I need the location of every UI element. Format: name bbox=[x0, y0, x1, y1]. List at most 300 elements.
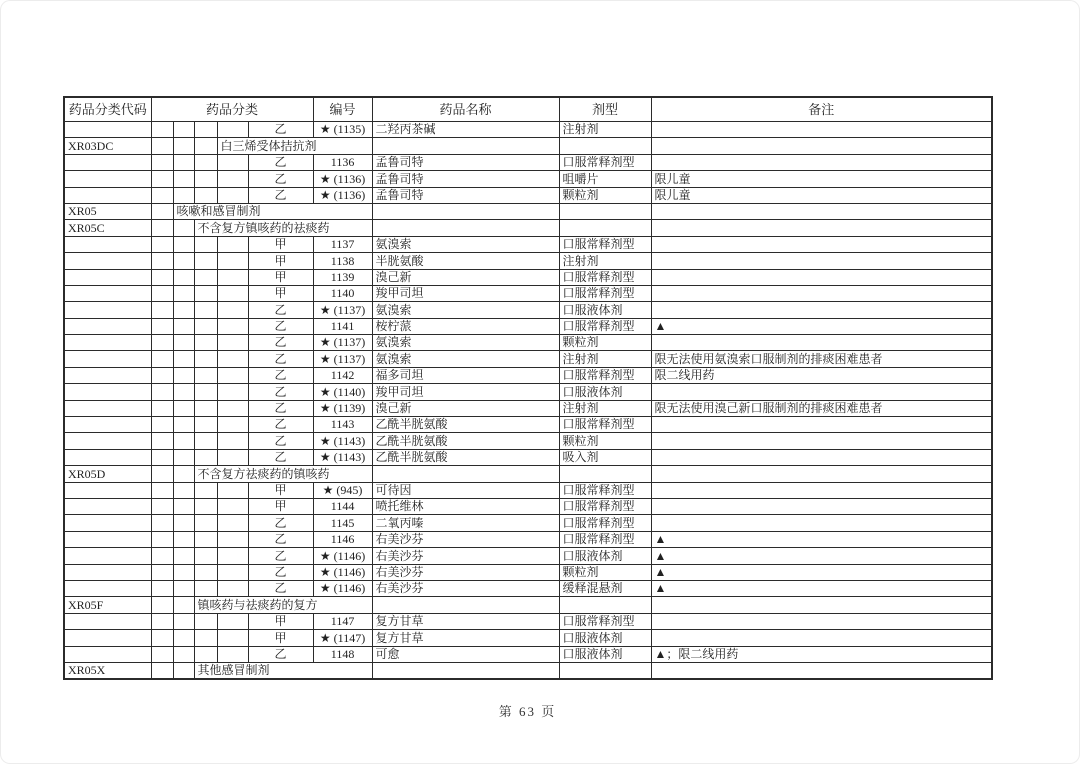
cell-grade: 乙 bbox=[248, 646, 313, 662]
cell-remark: 限二线用药 bbox=[651, 367, 992, 383]
cell-number: 1145 bbox=[313, 515, 372, 531]
cell-indent bbox=[194, 285, 217, 301]
cell-grade: 甲 bbox=[248, 498, 313, 514]
cell-form: 口服常释剂型 bbox=[559, 154, 651, 170]
cell-indent bbox=[151, 367, 173, 383]
cell-indent bbox=[173, 482, 194, 498]
cell-indent bbox=[151, 285, 173, 301]
cell-indent bbox=[151, 515, 173, 531]
cell-indent bbox=[194, 318, 217, 334]
cell-remark: ▲ bbox=[651, 580, 992, 596]
cell-grade: 乙 bbox=[248, 580, 313, 596]
cell-grade: 甲 bbox=[248, 613, 313, 629]
cell-indent bbox=[173, 613, 194, 629]
cell-indent bbox=[173, 417, 194, 433]
cell-remark bbox=[651, 384, 992, 400]
cell-indent bbox=[151, 187, 173, 203]
cell-code bbox=[64, 269, 151, 285]
cell-indent bbox=[151, 318, 173, 334]
cell-name: 乙酰半胱氨酸 bbox=[372, 433, 559, 449]
cell-indent bbox=[173, 449, 194, 465]
cell-indent bbox=[217, 302, 248, 318]
cell-name bbox=[372, 220, 559, 236]
cell-form: 口服常释剂型 bbox=[559, 285, 651, 301]
drug-row bbox=[64, 318, 992, 334]
cell-form: 缓释混悬剂 bbox=[559, 580, 651, 596]
cell-form bbox=[559, 597, 651, 613]
cell-indent bbox=[217, 646, 248, 662]
drug-row bbox=[64, 269, 992, 285]
cell-form: 颗粒剂 bbox=[559, 433, 651, 449]
cell-name: 乙酰半胱氨酸 bbox=[372, 449, 559, 465]
cell-indent bbox=[217, 630, 248, 646]
cell-indent bbox=[151, 662, 173, 679]
cell-code bbox=[64, 253, 151, 269]
cell-indent bbox=[217, 269, 248, 285]
cell-name: 溴己新 bbox=[372, 269, 559, 285]
cell-indent bbox=[194, 417, 217, 433]
cell-indent bbox=[173, 171, 194, 187]
cell-number: ★ (1139) bbox=[313, 400, 372, 416]
cell-indent bbox=[151, 236, 173, 252]
cell-name: 复方甘草 bbox=[372, 613, 559, 629]
cell-remark bbox=[651, 662, 992, 679]
cell-remark: 限儿童 bbox=[651, 171, 992, 187]
cell-code bbox=[64, 548, 151, 564]
cell-form: 注射剂 bbox=[559, 122, 651, 138]
cell-indent bbox=[194, 433, 217, 449]
cell-grade: 乙 bbox=[248, 302, 313, 318]
cell-indent bbox=[173, 318, 194, 334]
cell-indent bbox=[217, 351, 248, 367]
cell-indent bbox=[217, 187, 248, 203]
cell-indent bbox=[194, 580, 217, 596]
drug-row bbox=[64, 171, 992, 187]
cell-indent bbox=[151, 466, 173, 482]
cell-indent bbox=[217, 154, 248, 170]
cell-form: 口服液体剂 bbox=[559, 646, 651, 662]
cell-form: 颗粒剂 bbox=[559, 187, 651, 203]
cell-number: 1146 bbox=[313, 531, 372, 547]
cell-name: 桉柠蒎 bbox=[372, 318, 559, 334]
drug-row bbox=[64, 302, 992, 318]
cell-form: 口服常释剂型 bbox=[559, 269, 651, 285]
cell-indent bbox=[151, 449, 173, 465]
cell-indent bbox=[194, 613, 217, 629]
cell-remark bbox=[651, 515, 992, 531]
cell-indent bbox=[194, 515, 217, 531]
drug-table-body bbox=[64, 122, 992, 680]
category-row bbox=[64, 662, 992, 679]
cell-indent bbox=[151, 482, 173, 498]
category-row bbox=[64, 203, 992, 219]
cell-name bbox=[372, 662, 559, 679]
cell-number: 1148 bbox=[313, 646, 372, 662]
cell-indent bbox=[173, 351, 194, 367]
cell-indent bbox=[151, 171, 173, 187]
cell-remark bbox=[651, 269, 992, 285]
cell-name: 羧甲司坦 bbox=[372, 384, 559, 400]
cell-indent bbox=[173, 220, 194, 236]
cell-name: 氨溴索 bbox=[372, 302, 559, 318]
cell-indent bbox=[217, 335, 248, 351]
cell-code: XR03DC bbox=[64, 138, 151, 154]
cell-indent bbox=[173, 122, 194, 138]
cell-indent bbox=[173, 466, 194, 482]
cell-code bbox=[64, 400, 151, 416]
cell-indent bbox=[173, 515, 194, 531]
cell-number: ★ (1135) bbox=[313, 122, 372, 138]
cell-indent bbox=[217, 531, 248, 547]
cell-number: 1136 bbox=[313, 154, 372, 170]
cell-remark bbox=[651, 482, 992, 498]
cell-code bbox=[64, 449, 151, 465]
cell-name bbox=[372, 138, 559, 154]
cell-remark bbox=[651, 285, 992, 301]
cell-name: 二氧丙嗪 bbox=[372, 515, 559, 531]
cell-number: 1140 bbox=[313, 285, 372, 301]
cell-category: 咳嗽和感冒制剂 bbox=[173, 203, 372, 219]
cell-remark bbox=[651, 433, 992, 449]
cell-indent bbox=[173, 630, 194, 646]
header-category: 药品分类 bbox=[151, 97, 313, 122]
cell-indent bbox=[151, 548, 173, 564]
cell-grade: 乙 bbox=[248, 417, 313, 433]
cell-code bbox=[64, 367, 151, 383]
cell-indent bbox=[151, 269, 173, 285]
cell-form: 注射剂 bbox=[559, 253, 651, 269]
cell-indent bbox=[217, 498, 248, 514]
cell-indent bbox=[151, 630, 173, 646]
category-row bbox=[64, 466, 992, 482]
cell-indent bbox=[217, 367, 248, 383]
cell-indent bbox=[194, 335, 217, 351]
cell-indent bbox=[173, 564, 194, 580]
drug-row bbox=[64, 417, 992, 433]
drug-row bbox=[64, 236, 992, 252]
cell-grade: 乙 bbox=[248, 449, 313, 465]
page-number: 第 63 页 bbox=[498, 704, 557, 719]
cell-indent bbox=[151, 400, 173, 416]
cell-indent bbox=[194, 548, 217, 564]
cell-form: 注射剂 bbox=[559, 400, 651, 416]
cell-code bbox=[64, 318, 151, 334]
cell-indent bbox=[194, 449, 217, 465]
cell-number: 1142 bbox=[313, 367, 372, 383]
cell-category: 白三烯受体拮抗剂 bbox=[217, 138, 372, 154]
cell-number: 1144 bbox=[313, 498, 372, 514]
cell-grade: 甲 bbox=[248, 269, 313, 285]
cell-code bbox=[64, 531, 151, 547]
cell-grade: 甲 bbox=[248, 253, 313, 269]
cell-indent bbox=[173, 285, 194, 301]
cell-number: ★ (1143) bbox=[313, 433, 372, 449]
header-code: 药品分类代码 bbox=[64, 97, 151, 122]
cell-form: 口服常释剂型 bbox=[559, 482, 651, 498]
cell-remark: ▲ bbox=[651, 531, 992, 547]
cell-remark bbox=[651, 449, 992, 465]
cell-indent bbox=[173, 597, 194, 613]
cell-form: 口服常释剂型 bbox=[559, 318, 651, 334]
cell-indent bbox=[217, 564, 248, 580]
cell-indent bbox=[151, 220, 173, 236]
cell-name: 右美沙芬 bbox=[372, 548, 559, 564]
cell-code: XR05D bbox=[64, 466, 151, 482]
drug-row bbox=[64, 482, 992, 498]
cell-indent bbox=[173, 531, 194, 547]
cell-name: 可待因 bbox=[372, 482, 559, 498]
cell-indent bbox=[194, 351, 217, 367]
drug-row bbox=[64, 367, 992, 383]
drug-row bbox=[64, 335, 992, 351]
cell-name: 羧甲司坦 bbox=[372, 285, 559, 301]
drug-row bbox=[64, 515, 992, 531]
cell-code bbox=[64, 498, 151, 514]
cell-indent bbox=[173, 236, 194, 252]
cell-indent bbox=[151, 417, 173, 433]
drug-row bbox=[64, 498, 992, 514]
header-number: 编号 bbox=[313, 97, 372, 122]
cell-remark bbox=[651, 498, 992, 514]
drug-row bbox=[64, 285, 992, 301]
cell-name: 孟鲁司特 bbox=[372, 171, 559, 187]
cell-remark bbox=[651, 630, 992, 646]
drug-row bbox=[64, 253, 992, 269]
drug-row bbox=[64, 187, 992, 203]
drug-row bbox=[64, 433, 992, 449]
cell-remark bbox=[651, 613, 992, 629]
cell-grade: 乙 bbox=[248, 122, 313, 138]
cell-indent bbox=[217, 515, 248, 531]
cell-category: 镇咳药与祛痰药的复方 bbox=[194, 597, 372, 613]
header-form: 剂型 bbox=[559, 97, 651, 122]
cell-indent bbox=[151, 384, 173, 400]
header-name: 药品名称 bbox=[372, 97, 559, 122]
cell-indent bbox=[151, 433, 173, 449]
cell-indent bbox=[217, 433, 248, 449]
cell-name: 右美沙芬 bbox=[372, 531, 559, 547]
drug-row bbox=[64, 384, 992, 400]
drug-row bbox=[64, 613, 992, 629]
cell-code bbox=[64, 171, 151, 187]
cell-code bbox=[64, 630, 151, 646]
cell-category: 不含复方祛痰药的镇咳药 bbox=[194, 466, 372, 482]
cell-form: 颗粒剂 bbox=[559, 564, 651, 580]
cell-grade: 乙 bbox=[248, 171, 313, 187]
cell-grade: 乙 bbox=[248, 187, 313, 203]
cell-grade: 甲 bbox=[248, 236, 313, 252]
cell-indent bbox=[151, 122, 173, 138]
cell-number: ★ (1146) bbox=[313, 580, 372, 596]
cell-indent bbox=[217, 384, 248, 400]
cell-form: 颗粒剂 bbox=[559, 335, 651, 351]
cell-grade: 甲 bbox=[248, 630, 313, 646]
cell-name: 氨溴索 bbox=[372, 236, 559, 252]
cell-remark bbox=[651, 417, 992, 433]
category-row bbox=[64, 138, 992, 154]
cell-form: 口服常释剂型 bbox=[559, 498, 651, 514]
cell-indent bbox=[151, 351, 173, 367]
cell-indent bbox=[194, 154, 217, 170]
cell-indent bbox=[194, 646, 217, 662]
cell-remark bbox=[651, 302, 992, 318]
cell-indent bbox=[217, 482, 248, 498]
cell-grade: 乙 bbox=[248, 433, 313, 449]
cell-grade: 乙 bbox=[248, 367, 313, 383]
cell-indent bbox=[194, 564, 217, 580]
cell-name: 氨溴索 bbox=[372, 351, 559, 367]
cell-remark: ▲ bbox=[651, 318, 992, 334]
cell-indent bbox=[151, 564, 173, 580]
cell-indent bbox=[173, 662, 194, 679]
cell-form: 口服常释剂型 bbox=[559, 367, 651, 383]
cell-indent bbox=[151, 613, 173, 629]
cell-remark bbox=[651, 253, 992, 269]
cell-grade: 甲 bbox=[248, 482, 313, 498]
cell-category: 其他感冒制剂 bbox=[194, 662, 372, 679]
cell-number: 1143 bbox=[313, 417, 372, 433]
cell-indent bbox=[217, 318, 248, 334]
cell-form: 口服常释剂型 bbox=[559, 531, 651, 547]
cell-indent bbox=[151, 580, 173, 596]
header-remark: 备注 bbox=[651, 97, 992, 122]
cell-remark bbox=[651, 122, 992, 138]
cell-code bbox=[64, 154, 151, 170]
cell-indent bbox=[194, 367, 217, 383]
drug-row bbox=[64, 630, 992, 646]
cell-code bbox=[64, 351, 151, 367]
cell-indent bbox=[151, 335, 173, 351]
cell-indent bbox=[173, 367, 194, 383]
cell-form: 口服常释剂型 bbox=[559, 236, 651, 252]
cell-indent bbox=[217, 400, 248, 416]
cell-number: ★ (1136) bbox=[313, 171, 372, 187]
cell-grade: 乙 bbox=[248, 564, 313, 580]
cell-code: XR05 bbox=[64, 203, 151, 219]
table-header-row bbox=[64, 97, 992, 122]
cell-indent bbox=[217, 285, 248, 301]
cell-grade: 乙 bbox=[248, 318, 313, 334]
cell-remark bbox=[651, 220, 992, 236]
cell-grade: 乙 bbox=[248, 400, 313, 416]
cell-code bbox=[64, 122, 151, 138]
cell-indent bbox=[194, 531, 217, 547]
cell-remark bbox=[651, 138, 992, 154]
cell-code bbox=[64, 613, 151, 629]
cell-code: XR05X bbox=[64, 662, 151, 679]
cell-indent bbox=[217, 417, 248, 433]
cell-code: XR05F bbox=[64, 597, 151, 613]
cell-indent bbox=[151, 597, 173, 613]
drug-row bbox=[64, 351, 992, 367]
drug-row bbox=[64, 564, 992, 580]
cell-code bbox=[64, 580, 151, 596]
cell-indent bbox=[194, 630, 217, 646]
cell-indent bbox=[173, 187, 194, 203]
cell-remark bbox=[651, 597, 992, 613]
cell-number: 1138 bbox=[313, 253, 372, 269]
cell-form: 吸入剂 bbox=[559, 449, 651, 465]
cell-indent bbox=[151, 531, 173, 547]
cell-name bbox=[372, 466, 559, 482]
cell-indent bbox=[217, 171, 248, 187]
cell-number: ★ (1147) bbox=[313, 630, 372, 646]
cell-indent bbox=[173, 154, 194, 170]
cell-indent bbox=[173, 253, 194, 269]
cell-remark: 限无法使用溴己新口服制剂的排痰困难患者 bbox=[651, 400, 992, 416]
cell-name: 复方甘草 bbox=[372, 630, 559, 646]
cell-name: 氨溴索 bbox=[372, 335, 559, 351]
cell-indent bbox=[173, 548, 194, 564]
cell-number: ★ (945) bbox=[313, 482, 372, 498]
cell-form: 咀嚼片 bbox=[559, 171, 651, 187]
cell-code bbox=[64, 384, 151, 400]
category-row bbox=[64, 597, 992, 613]
cell-indent bbox=[217, 613, 248, 629]
cell-indent bbox=[194, 187, 217, 203]
cell-indent bbox=[173, 138, 194, 154]
cell-code bbox=[64, 646, 151, 662]
cell-category: 不含复方镇咳药的祛痰药 bbox=[194, 220, 372, 236]
cell-grade: 乙 bbox=[248, 515, 313, 531]
cell-indent bbox=[173, 335, 194, 351]
drug-row bbox=[64, 122, 992, 138]
cell-indent bbox=[194, 269, 217, 285]
cell-indent bbox=[194, 236, 217, 252]
cell-name: 喷托维林 bbox=[372, 498, 559, 514]
cell-code bbox=[64, 236, 151, 252]
cell-code bbox=[64, 564, 151, 580]
cell-code bbox=[64, 285, 151, 301]
cell-name: 福多司坦 bbox=[372, 367, 559, 383]
cell-indent bbox=[217, 122, 248, 138]
cell-remark bbox=[651, 466, 992, 482]
cell-remark bbox=[651, 236, 992, 252]
cell-indent bbox=[194, 400, 217, 416]
drug-row bbox=[64, 548, 992, 564]
cell-grade: 甲 bbox=[248, 285, 313, 301]
cell-indent bbox=[194, 302, 217, 318]
cell-indent bbox=[151, 302, 173, 318]
cell-remark bbox=[651, 154, 992, 170]
cell-indent bbox=[217, 253, 248, 269]
cell-name bbox=[372, 203, 559, 219]
cell-form: 口服液体剂 bbox=[559, 384, 651, 400]
cell-indent bbox=[151, 646, 173, 662]
drug-row bbox=[64, 531, 992, 547]
cell-number: ★ (1146) bbox=[313, 548, 372, 564]
cell-indent bbox=[151, 203, 173, 219]
cell-remark bbox=[651, 203, 992, 219]
cell-name: 右美沙芬 bbox=[372, 564, 559, 580]
drug-row bbox=[64, 580, 992, 596]
cell-form bbox=[559, 203, 651, 219]
cell-indent bbox=[194, 498, 217, 514]
cell-form: 口服液体剂 bbox=[559, 630, 651, 646]
cell-code bbox=[64, 433, 151, 449]
cell-number: 1139 bbox=[313, 269, 372, 285]
cell-name: 溴己新 bbox=[372, 400, 559, 416]
cell-name: 孟鲁司特 bbox=[372, 187, 559, 203]
cell-indent bbox=[217, 548, 248, 564]
cell-remark: ▲ bbox=[651, 564, 992, 580]
cell-grade: 乙 bbox=[248, 154, 313, 170]
cell-name: 孟鲁司特 bbox=[372, 154, 559, 170]
cell-code bbox=[64, 482, 151, 498]
cell-indent bbox=[194, 253, 217, 269]
cell-number: ★ (1137) bbox=[313, 302, 372, 318]
cell-code bbox=[64, 417, 151, 433]
